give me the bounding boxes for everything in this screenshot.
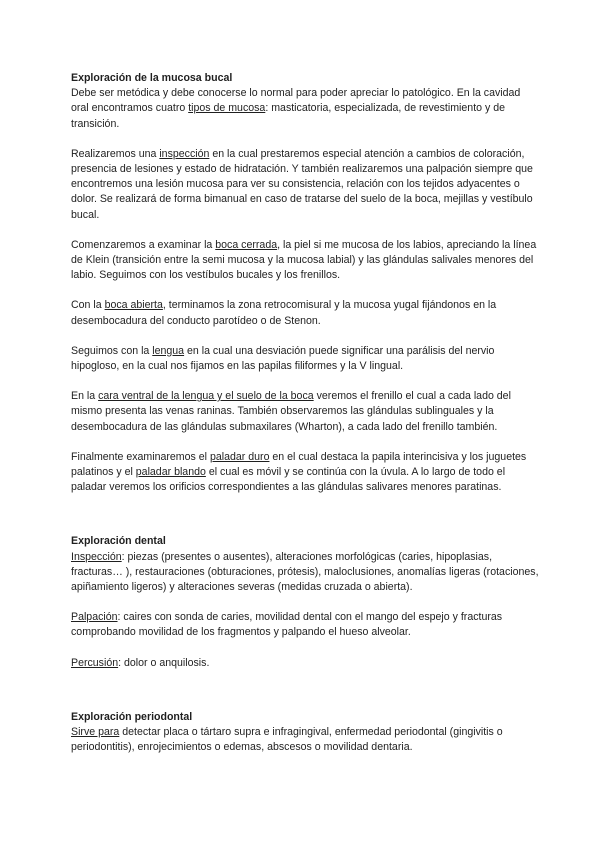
text: , la piel si me mucosa de los labios, apreciando la línea de Klein (transición entre la semi mucosa y la mucosa labial) y las glándulas salivales menores del labio. Seguimos con los vestíbulos bucales y los frenillos.: [71, 238, 537, 282]
paragraph: [71, 389, 540, 435]
text: en el cual destaca la papila interincisiva y los juguetes palatinos y el: [71, 450, 527, 479]
paragraph: [71, 238, 540, 284]
text: , terminamos la zona retrocomisural y la mucosa yugal fijándonos en la desembocadura del conducto parotídeo o de Stenon.: [71, 299, 497, 327]
text: veremos el frenillo el cual a cada lado del mismo presenta las venas raninas. También observaremos las glándulas sublinguales y la desembocadura de las glándulas submaxilares (Wharton), a cada lado del frenillo también.: [71, 390, 511, 433]
underlined-term: paladar blando: [135, 466, 206, 479]
text: en la cual una desviación puede significar una parálisis del nervio hipogloso, en la cual nos fijamos en las papilas filiformes y la V lingual.: [71, 344, 495, 373]
paragraph: [71, 450, 540, 496]
underlined-term: Inspección: [71, 550, 122, 563]
text: : piezas (presentes o ausentes), alteraciones morfológicas (caries, hipoplasias, fracturas… ), restauraciones (obturaciones, prótesis), maloclusiones, anomalías ligeras (rotaciones, apiñamiento ligeros) y alteraciones severas (medidas cruzada o abierta).: [71, 550, 539, 594]
section-periodontal: [71, 710, 540, 756]
text: Seguimos con la: [71, 344, 153, 357]
text: en la cual prestaremos especial atención a cambios de coloración, presencia de lesiones y estado de hidratación. Y también realizaremos una palpación siempre que encontremos una lesión mucosa para ver su consistencia, relación con los tejidos adyacentes o dolor. Se realizará de forma bimanual en caso de tratarse del suelo de la boca, mejillas y vestíbulo bucal.: [71, 147, 533, 221]
paragraph: [71, 725, 540, 755]
underlined-term: inspección: [159, 147, 210, 160]
paragraph: [71, 147, 540, 223]
underlined-term: Percusión: [71, 656, 119, 669]
text: el cual es móvil y se continúa con la úvula. A lo largo de todo el paladar veremos los orificios correspondientes a las glándulas salivares menores paratinas.: [71, 466, 506, 494]
paragraph: [71, 656, 540, 671]
section-title: Exploración dental: [71, 535, 166, 548]
text: Finalmente examinaremos el: [71, 450, 210, 463]
underlined-term: lengua: [152, 344, 185, 357]
section-mucosa-bucal: [71, 71, 540, 495]
paragraph: [71, 344, 540, 374]
underlined-term: Palpación: [71, 611, 118, 624]
section-title: Exploración periodontal: [71, 710, 193, 723]
paragraph: [71, 550, 540, 596]
underlined-term: boca cerrada: [215, 238, 278, 251]
underlined-term: boca abierta: [104, 299, 163, 312]
underlined-term: cara ventral de la lengua y el suelo de la boca: [98, 390, 314, 403]
underlined-term: tipos de mucosa: [188, 102, 266, 115]
text: Debe ser metódica y debe conocerse lo normal para poder apreciar lo patológico. En la cavidad oral encontramos cuatro: [71, 87, 521, 115]
text: : dolor o anquilosis.: [118, 656, 210, 669]
text: Realizaremos una: [71, 147, 160, 160]
text: Con la: [71, 299, 105, 312]
paragraph: [71, 86, 540, 132]
paragraph: [71, 610, 540, 640]
text: detectar placa o tártaro supra e infragingival, enfermedad periodontal (gingivitis o periodontitis), enrojecimientos o edemas, abscesos o movilidad dentaria.: [71, 726, 503, 754]
text: : masticatoria, especializada, de revestimiento y de transición.: [71, 102, 505, 130]
text: : caires con sonda de caries, movilidad dental con el mango del espejo y fracturas comprobando movilidad de los fragmentos y palpando el hueso alveolar.: [71, 611, 503, 639]
paragraph: [71, 298, 540, 328]
section-title: Exploración de la mucosa bucal: [71, 72, 233, 84]
underlined-term: Sirve para: [71, 726, 120, 739]
underlined-term: paladar duro: [209, 450, 270, 463]
section-dental: [71, 534, 540, 670]
text: Comenzaremos a examinar la: [71, 238, 216, 251]
text: En la: [71, 390, 99, 403]
